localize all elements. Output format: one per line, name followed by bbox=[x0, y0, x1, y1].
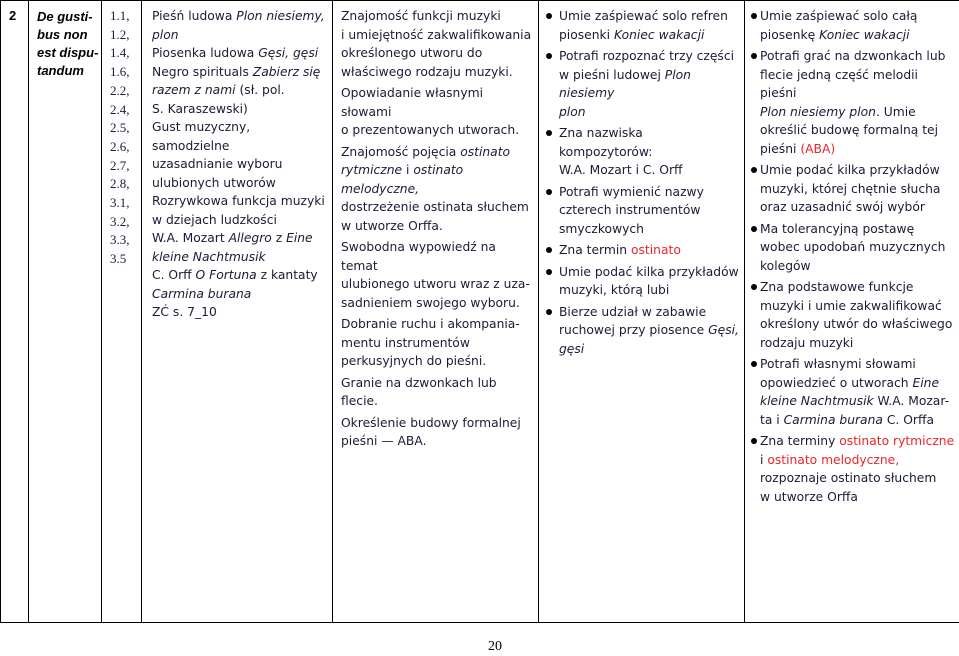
curriculum-codes-cell bbox=[102, 1, 142, 623]
repertoire-line: Rozrywkowa funkcja muzyki bbox=[152, 194, 325, 208]
code-item: 1.4, bbox=[110, 45, 130, 61]
title-line: tandum bbox=[37, 63, 84, 78]
list-item: Zna terminy ostinato rytmiczne i ostinato melodyczne, rozpoznaje ostinato słuchem w utworze Orffa bbox=[745, 432, 958, 506]
repertoire-line: kleine Nachtmusik bbox=[152, 249, 266, 264]
bullet-icon bbox=[751, 53, 757, 59]
list-item: Umie podać kilka przykładów muzyki, której chętnie słucha oraz uzasadnić swój wybór bbox=[745, 161, 958, 217]
repertoire-line: ulubionych utworów bbox=[152, 175, 276, 190]
lesson-number: 2 bbox=[9, 8, 17, 23]
extended-requirements-list bbox=[745, 1, 959, 506]
title-line: De gusti- bbox=[37, 9, 93, 24]
code-item: 2.7, bbox=[110, 157, 130, 173]
repertoire-line: uzasadnianie wyboru bbox=[152, 157, 283, 171]
knowledge-paragraph: Dobranie ruchu i akompania- mentu instrumentów perkusyjnych do pieśni. bbox=[341, 317, 520, 368]
page-number: 20 bbox=[488, 639, 502, 654]
bullet-icon bbox=[546, 309, 552, 315]
repertoire-line: Gust muzyczny, samodzielne bbox=[152, 120, 251, 153]
repertoire-cell bbox=[142, 1, 333, 623]
basic-requirements-cell bbox=[539, 1, 745, 623]
knowledge-paragraph: Określenie budowy formalnej pieśni — ABA. bbox=[341, 415, 521, 448]
repertoire-line: w dziejach ludzkości bbox=[152, 212, 277, 227]
list-item: Zna nazwiska kompozytorów: W.A. Mozart i C. Orff bbox=[539, 124, 740, 180]
knowledge-paragraph: Opowiadanie własnymi słowami o prezentowanych utworach. bbox=[341, 86, 520, 137]
list-item: Potrafi własnymi słowami opowiedzieć o utworach Eine kleine Nachtmusik W.A. Mozar- ta i Carmina burana C. Orffa bbox=[745, 355, 958, 429]
bullet-icon bbox=[751, 284, 757, 290]
code-item: 2.5, bbox=[110, 120, 130, 136]
list-item: Potrafi rozpoznać trzy części w pieśni ludowej Plon niesiemy plon bbox=[539, 47, 740, 121]
repertoire-line: W.A. Mozart Allegro z Eine bbox=[152, 231, 313, 245]
code-item: 2.2, bbox=[110, 82, 130, 98]
bullet-icon bbox=[751, 226, 757, 232]
code-item: 1.6, bbox=[110, 64, 130, 80]
bullet-icon bbox=[751, 167, 757, 173]
repertoire-line: Piosenka ludowa Gęsi, gęsi bbox=[152, 46, 319, 60]
bullet-icon bbox=[546, 13, 552, 19]
bullet-icon bbox=[751, 438, 757, 444]
bullet-icon bbox=[546, 53, 552, 59]
knowledge-list bbox=[333, 1, 538, 451]
repertoire-line: Negro spirituals Zabierz się bbox=[152, 64, 321, 79]
list-item: Potrafi grać na dzwonkach lub flecie jedną część melodii pieśni Plon niesiemy plon. Umie określić budowę formalną tej pieśni (ABA) bbox=[745, 47, 958, 158]
repertoire-line: Carmina burana bbox=[152, 286, 252, 301]
bullet-icon bbox=[546, 130, 552, 136]
code-item: 1.2, bbox=[110, 26, 130, 42]
list-item: Umie zaśpiewać solo refren piosenki Koniec wakacji bbox=[539, 7, 740, 44]
repertoire-line: C. Orff O Fortuna z kantaty bbox=[152, 268, 318, 282]
list-item: Umie podać kilka przykładów muzyki, którą lubi bbox=[539, 263, 740, 300]
list-item: Ma tolerancyjną postawę wobec upodobań muzycznych kolegów bbox=[745, 220, 958, 276]
extended-requirements-cell bbox=[745, 1, 959, 623]
code-item: 3.2, bbox=[110, 213, 130, 229]
lesson-title bbox=[29, 1, 101, 80]
bullet-icon bbox=[751, 361, 757, 367]
repertoire-line: razem z nami (sł. pol. bbox=[152, 83, 285, 97]
code-item: 3.1, bbox=[110, 195, 130, 211]
repertoire-line: Pieśń ludowa Plon niesiemy, bbox=[152, 9, 325, 23]
list-item: Bierze udział w zabawie ruchowej przy piosence Gęsi, gęsi bbox=[539, 303, 740, 359]
curriculum-codes bbox=[102, 1, 141, 269]
knowledge-paragraph: Granie na dzwonkach lub flecie. bbox=[341, 375, 497, 408]
repertoire-line: ZĆ s. 7_10 bbox=[152, 305, 217, 319]
list-item: Potrafi wymienić nazwy czterech instrumentów smyczkowych bbox=[539, 183, 740, 239]
repertoire-list bbox=[142, 1, 332, 322]
bullet-icon bbox=[546, 247, 552, 253]
list-item: Umie zaśpiewać solo całą piosenkę Koniec wakacji bbox=[745, 7, 958, 44]
basic-requirements-list bbox=[539, 1, 744, 358]
table-row bbox=[1, 1, 959, 623]
bullet-icon bbox=[546, 269, 552, 275]
knowledge-paragraph: Swobodna wypowiedź na temat ulubionego utworu wraz z uza- sadnieniem swojego wyboru. bbox=[341, 240, 530, 310]
knowledge-cell bbox=[333, 1, 539, 623]
code-item: 2.8, bbox=[110, 176, 130, 192]
repertoire-line: S. Karaszewski) bbox=[152, 101, 248, 116]
knowledge-paragraph: Znajomość funkcji muzyki i umiejętność zakwalifikowania określonego utworu do właściwego rodzaju muzyki. bbox=[341, 9, 532, 79]
lesson-number-cell bbox=[1, 1, 29, 623]
code-item: 2.6, bbox=[110, 138, 130, 154]
lesson-title-cell bbox=[29, 1, 102, 623]
bullet-icon bbox=[751, 13, 757, 19]
repertoire-line: plon bbox=[152, 27, 179, 42]
code-item: 3.5 bbox=[110, 251, 127, 267]
title-line: bus non bbox=[37, 27, 88, 42]
code-item: 1.1, bbox=[110, 8, 130, 23]
title-line: est dispu- bbox=[37, 45, 99, 60]
list-item: Zna podstawowe funkcje muzyki i umie zakwalifikować określony utwór do właściwego rodzaju muzyki bbox=[745, 278, 958, 352]
knowledge-paragraph: Znajomość pojęcia ostinato rytmiczne i ostinato melodyczne, dostrzeżenie ostinata słuchem w utworze Orffa. bbox=[341, 144, 529, 233]
code-item: 2.4, bbox=[110, 101, 130, 117]
list-item: Zna termin ostinato bbox=[539, 241, 740, 260]
bullet-icon bbox=[546, 189, 552, 195]
code-item: 3.3, bbox=[110, 232, 130, 248]
